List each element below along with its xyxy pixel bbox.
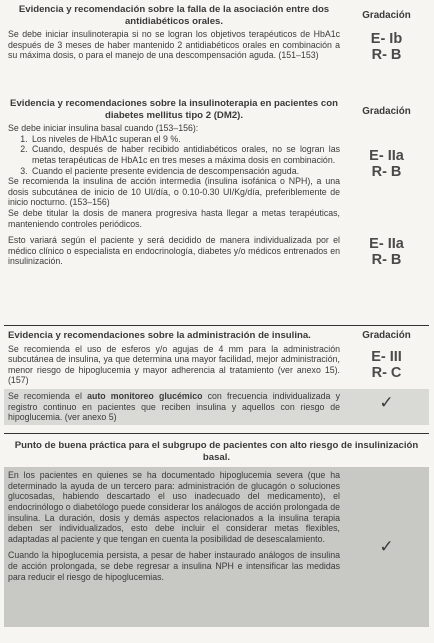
list-item: 3. Cuando el paciente presente evidencia de descompensación aguda. [30,166,340,177]
section3-text: Se recomienda el uso de esferos y/o agujas de 4 mm para la administración subcutánea de insulina, ya que determina una mayor facilidad, mejor administración, menor riesgo de hipoglucemia y mayor adherencia al tratamiento (ver anexo 15). (157) [8,343,340,386]
section2-titration-paragraph: Se debe titular la dosis de manera progresiva hasta llegar a metas terapéuticas, manteniendo controles periódicos. [8,207,340,229]
section2-grade2-evidence: E- IIa [369,236,404,252]
section1-heading: Evidencia y recomendación sobre la falla de la asociación entre dos antidiabéticos orales. [18,4,330,27]
section2-nph-paragraph: Se recomienda la insulina de acción intermedia (insulina isofánica o NPH), a una dosis subcutánea de inicio de 10 UI/día, o 0.10-0.30 UI/Kg/día, preferiblemente de inicio nocturno. (153–156) [8,176,340,208]
section4-heading: Punto de buena práctica para el subgrupo de pacientes con alto riesgo de insulinización basal. [14,440,419,463]
section-insulin-administration [4,325,429,426]
section2-grade2-recommendation: R- B [371,252,402,268]
section2-grade1-recommendation: R- B [371,164,402,180]
list-item: 1. Los niveles de HbA1c superan el 9 %. [30,134,340,145]
section2-criteria-list [8,134,340,176]
section4-paragraph1: En los pacientes en quienes se ha documentado hipoglucemia severa (que ha determinado la ayuda de un tercero para: administración de glucagón o soluciones glucosadas, habiendo descartado el uso inadecuado del medicamento), el endocrinólogo o diabetólogo puede considerar los análogos de acción prolongada de insulina. La duración, dosis y demás aspectos relacionados a la insulina terapia deben ser individualizados, esto debe incluir el considerar metas flexibles, adaptadas al paciente y que tengan en cuenta la posibilidad de desescalamiento. [8,470,340,544]
section-insulin-failure [4,2,429,84]
section1-grade-evidence: E- Ib [370,31,403,47]
section1-grade-recommendation: R- B [371,47,402,63]
section3-heading: Evidencia y recomendaciones sobre la administración de insulina. [8,330,311,341]
section3-self-monitoring-text: Se recomienda el auto monitoreo glucémico con frecuencia individualizada y registro continuo en pacientes que reciben insulina y aquellos con riesgo de hipoglucemia. (ver anexo 5) [8,390,340,423]
section-insulinotherapy-dm2 [4,96,429,318]
section2-intro: Se debe iniciar insulina basal cuando (153–156): [8,123,199,134]
section2-heading: Evidencia y recomendaciones sobre la insulinoterapia en pacientes con diabetes mellitus tipo 2 (DM2). [10,98,338,121]
section1-grade-title: Gradación [362,10,411,21]
section1-text: Se debe iniciar insulinoterapia si no se logran los objetivos terapéuticos de HbA1c después de 3 meses de haber mantenido 2 antidiabéticos orales en combinación a su máxima dosis, o para el manejo de una descompensación aguda. (151–153) [8,29,340,61]
section3-grade-evidence: E- III [371,349,402,365]
section2-individualized-paragraph: Esto variará según el paciente y será decidido de manera individualizada por el médico clínico o especialista en endocrinología, diabetes y/o médicos entrenados en insulinización. [8,235,340,267]
section2-grade-title: Gradación [362,106,411,117]
checkmark-icon: ✓ [379,537,394,557]
section4-paragraph2: Cuando la hipoglucemia persista, a pesar de haber instaurado análogos de insulina de acción prolongada, se debe regresar a insulina NPH e intensificar las medidas para reducir el riesgo de hipoglucemias. [8,550,340,582]
checkmark-icon: ✓ [379,392,394,412]
section3-grade-recommendation: R- C [371,365,402,381]
section2-grade1-evidence: E- IIa [369,148,404,164]
section3-grade-title: Gradación [362,330,411,341]
self-monitoring-emphasis: auto monitoreo glucémico [87,390,203,401]
section-good-practice [4,433,429,641]
list-item: 2. Cuando, después de haber recibido antidiabéticos orales, no se logran las metas terapéuticas de HbA1c en tres meses a máxima dosis en combinación. [30,144,340,165]
